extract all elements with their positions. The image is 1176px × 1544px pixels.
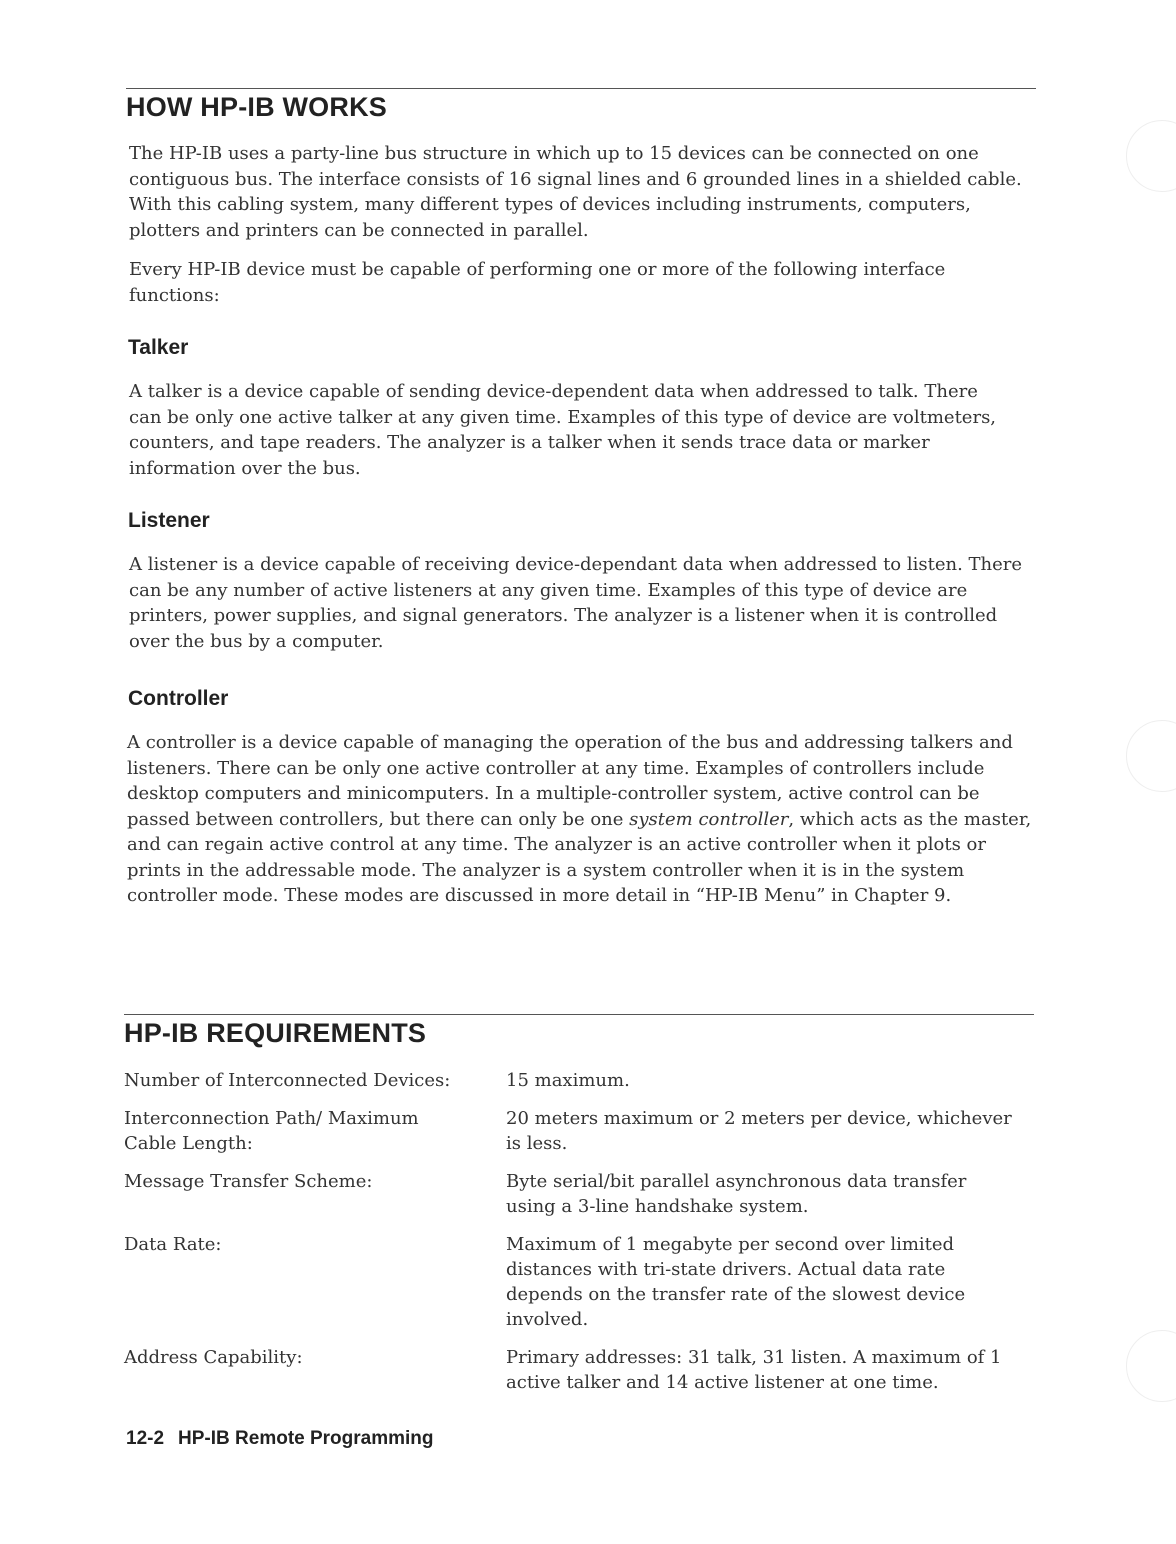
requirements-row bbox=[124, 1345, 1034, 1395]
intro-paragraph-1: The HP-IB uses a party-line bus structure in which up to 15 devices can be connected on one contiguous bus. The interface consists of 16 signal lines and 6 grounded lines in a shielded cable. With this cabling system, many different types of devices including instruments, computers, plotters and printers can be connected in parallel. bbox=[129, 143, 1022, 241]
binder-hole bbox=[1126, 120, 1176, 192]
requirement-label: Interconnection Path/ Maximum Cable Length: bbox=[124, 1108, 419, 1154]
requirement-value: 20 meters maximum or 2 meters per device, whichever is less. bbox=[506, 1108, 1012, 1154]
requirement-value: Maximum of 1 megabyte per second over limited distances with tri-state drivers. Actual data rate depends on the transfer rate of the slowest device involved. bbox=[506, 1234, 966, 1330]
section-divider bbox=[126, 88, 1036, 89]
listener-paragraph: A listener is a device capable of receiving device-dependant data when addressed to listen. There can be any number of active listeners at any given time. Examples of this type of device are printers, power supplies, and signal generators. The analyzer is a listener when it is controlled over the bus by a computer. bbox=[129, 554, 1023, 652]
requirement-label: Message Transfer Scheme: bbox=[124, 1171, 373, 1192]
system-controller-term: system controller bbox=[629, 808, 789, 830]
requirements-row bbox=[124, 1106, 1034, 1156]
requirement-label: Number of Interconnected Devices: bbox=[124, 1070, 451, 1091]
requirement-value: 15 maximum. bbox=[506, 1070, 630, 1091]
section-divider bbox=[124, 1014, 1034, 1015]
controller-heading: Controller bbox=[128, 687, 229, 710]
section-title-hpib-requirements: HP-IB REQUIREMENTS bbox=[124, 1018, 427, 1048]
intro-paragraph-2: Every HP-IB device must be capable of performing one or more of the following interface functions: bbox=[129, 259, 946, 306]
section-title-how-hpib-works: HOW HP-IB WORKS bbox=[126, 92, 387, 122]
talker-paragraph: A talker is a device capable of sending device-dependent data when addressed to talk. There can be only one active talker at any given time. Examples of this type of device are voltmeters, counters, and tape readers. The analyzer is a talker when it sends trace data or marker information over the bus. bbox=[129, 381, 997, 479]
requirements-row bbox=[124, 1068, 1034, 1093]
controller-text-before: A controller is a device capable of managing the operation of the bus and addressing talkers and listeners. There can be only one active controller at any time. Examples of controllers include desktop computers and minicomputers. In a multiple-controller system, active control can be passed between controllers, but there can only be one bbox=[127, 732, 1013, 830]
requirement-label: Data Rate: bbox=[124, 1234, 222, 1255]
binder-hole bbox=[1126, 1330, 1176, 1402]
page-number: 12-2 bbox=[126, 1428, 165, 1449]
requirement-label: Address Capability: bbox=[124, 1347, 303, 1368]
controller-text-after: , which acts as the master, and can regain active control at any time. The analyzer is an active controller when it plots or prints in the addressable mode. The analyzer is a system controller when it is in the system controller mode. These modes are discussed in more detail in “HP-IB Menu” in Chapter 9. bbox=[127, 808, 1032, 906]
requirement-value: Byte serial/bit parallel asynchronous data transfer using a 3-line handshake system. bbox=[506, 1171, 967, 1217]
talker-heading: Talker bbox=[128, 336, 189, 359]
requirements-row bbox=[124, 1169, 1034, 1219]
binder-hole bbox=[1126, 720, 1176, 792]
requirements-row bbox=[124, 1232, 1034, 1332]
requirements-table bbox=[124, 1068, 1034, 1408]
chapter-title: HP-IB Remote Programming bbox=[178, 1428, 434, 1449]
controller-paragraph bbox=[127, 730, 1032, 909]
page-footer bbox=[126, 1428, 434, 1450]
requirement-value: Primary addresses: 31 talk, 31 listen. A maximum of 1 active talker and 14 active listener at one time. bbox=[506, 1347, 1002, 1393]
listener-heading: Listener bbox=[128, 509, 210, 532]
